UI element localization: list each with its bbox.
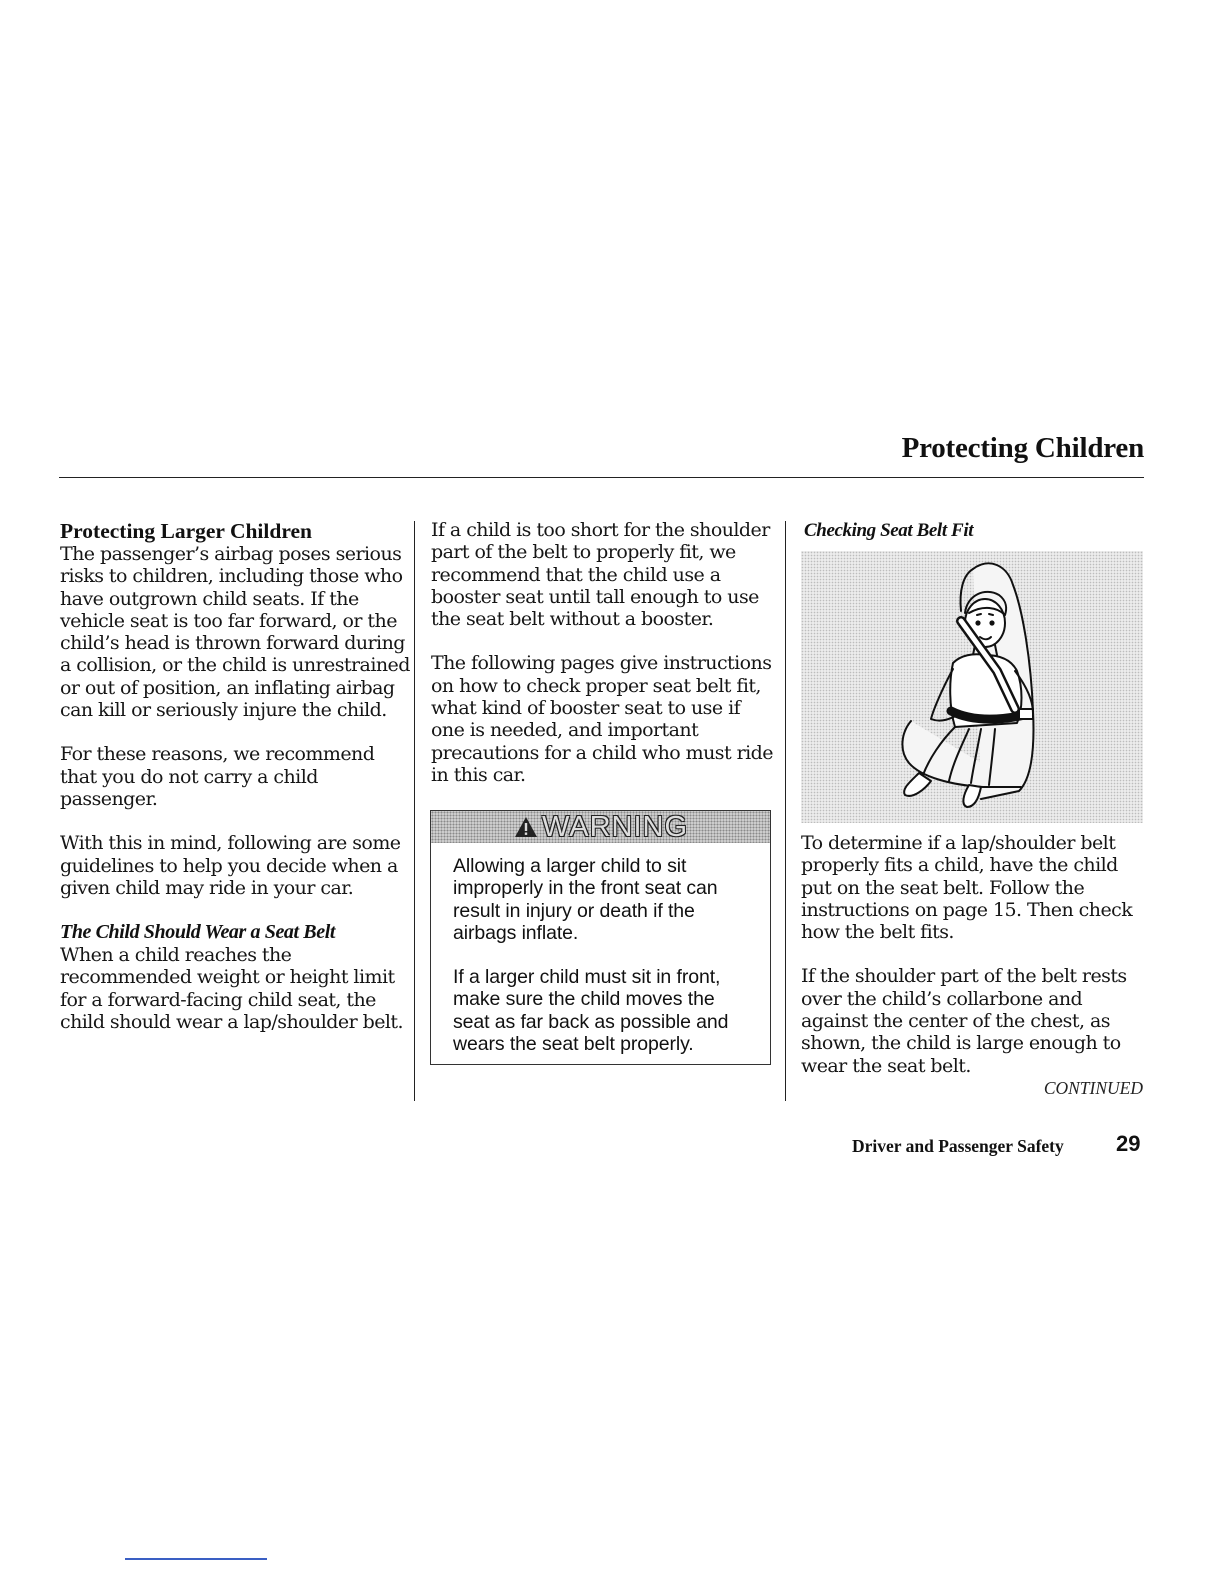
subheading-checking-fit: Checking Seat Belt Fit <box>804 520 974 541</box>
warning-label <box>513 812 688 842</box>
paragraph-recommendation: For these reasons, we recommend that you do not carry a child passenger. <box>60 743 375 810</box>
column-2 <box>431 519 777 808</box>
paragraph-shoulder-belt-rests: If the shoulder part of the belt rests over the child’s collarbone and against the center of the chest, as shown, the child is large enough to wear the seat belt. <box>801 965 1127 1077</box>
column-3-text <box>801 832 1146 1077</box>
bottom-link-underline <box>125 1558 267 1560</box>
column-divider-right <box>785 521 786 1101</box>
paragraph-airbag-risks: The passenger’s airbag poses serious risks to children, including those who have outgrown child seats. If the vehicle seat is too far forward, or the child’s head is thrown forward during a collision, or the child is unrestrained or out of position, an inflating airbag can kill or seriously injure the child. <box>60 543 410 722</box>
warning-triangle-icon <box>513 815 539 839</box>
paragraph-guidelines: With this in mind, following are some guidelines to help you decide when a given child may ride in your car. <box>60 832 401 899</box>
section-heading-larger-children: Protecting Larger Children <box>60 519 312 543</box>
warning-box <box>430 810 771 1065</box>
paragraph-following-pages: The following pages give instructions on how to check proper seat belt fit, what kind of booster seat to use if one is needed, and important precautions for a child who must ride in this car. <box>431 652 773 786</box>
column-divider-left <box>414 521 415 1101</box>
paragraph-determine-fit: To determine if a lap/shoulder belt properly fits a child, have the child put on the seat belt. Follow the instructions on page 15. Then check how the belt fits. <box>801 832 1133 944</box>
warning-paragraph-1: Allowing a larger child to sit improperly in the front seat can result in injury or death if the airbags inflate. <box>453 855 718 944</box>
page-number: 29 <box>1116 1131 1141 1156</box>
column-3 <box>801 519 1146 542</box>
footer-section-title: Driver and Passenger Safety <box>852 1136 1064 1156</box>
column-1 <box>60 519 410 1033</box>
paragraph-too-short: If a child is too short for the shoulder part of the belt to properly fit, we recommend that the child use a booster seat until tall enough to use the seat belt without a booster. <box>431 519 770 631</box>
warning-body <box>431 843 770 1055</box>
subheading-wear-seat-belt: The Child Should Wear a Seat Belt <box>60 921 336 944</box>
warning-paragraph-2: If a larger child must sit in front, make sure the child moves the seat as far back as possible and wears the seat belt properly. <box>453 966 729 1056</box>
seat-belt-fit-illustration <box>801 551 1143 823</box>
warning-banner <box>431 811 770 843</box>
continued-label: CONTINUED <box>1043 1078 1143 1098</box>
header-rule <box>59 477 1144 478</box>
warning-label-text: WARNING <box>541 811 689 843</box>
child-in-booster-seat-icon <box>801 551 1143 823</box>
paragraph-lap-shoulder-belt: When a child reaches the recommended weight or height limit for a forward-facing child seat, the child should wear a lap/shoulder belt. <box>60 944 403 1034</box>
page-header-title: Protecting Children <box>901 432 1144 464</box>
